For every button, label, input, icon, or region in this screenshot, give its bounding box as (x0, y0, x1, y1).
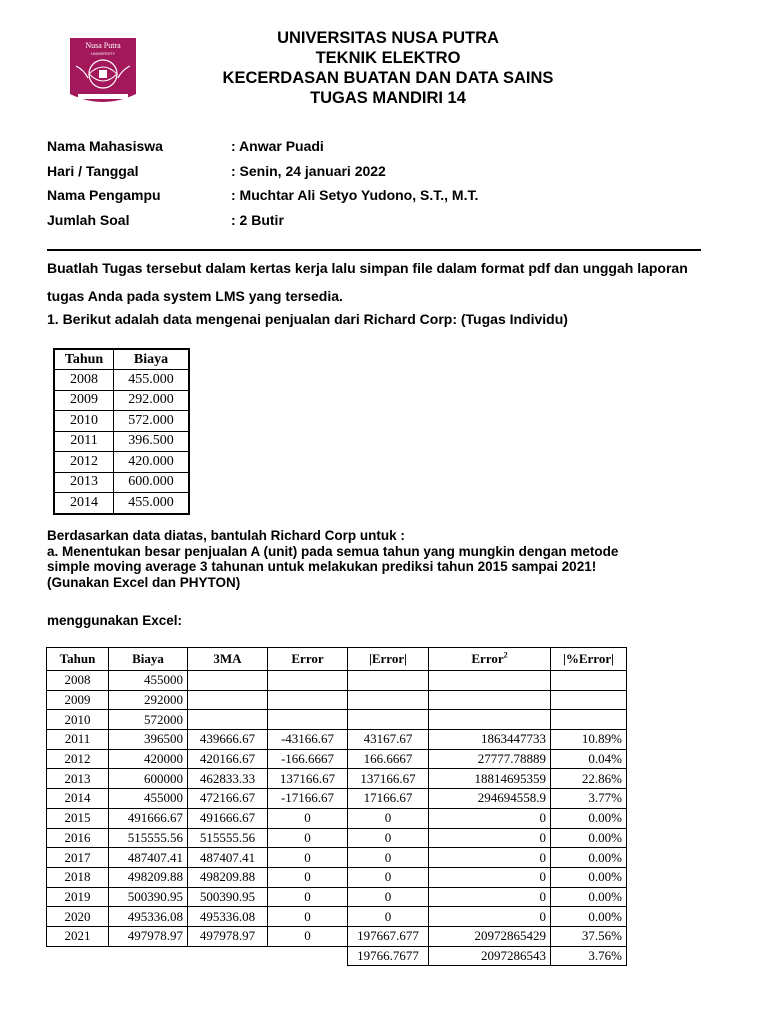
table-cell: 497978.97 (188, 926, 268, 946)
table-cell: 2013 (47, 769, 109, 789)
table-row (47, 848, 627, 868)
table-cell: 1863447733 (429, 730, 551, 750)
table-cell: 0 (268, 848, 348, 868)
table-cell (429, 710, 551, 730)
table-cell: 137166.67 (348, 769, 429, 789)
table-cell: 0 (268, 907, 348, 927)
table-cell: 455.000 (128, 371, 174, 387)
table-row (47, 867, 627, 887)
table-cell (429, 690, 551, 710)
table-row (47, 789, 627, 809)
table-cell: -17166.67 (268, 789, 348, 809)
table-row (54, 472, 189, 493)
table-cell: 0 (348, 907, 429, 927)
sales-data-table (53, 348, 190, 515)
table-cell (551, 690, 627, 710)
info-value: : 2 Butir (231, 211, 284, 228)
header-department: TEKNIK ELEKTRO (315, 49, 461, 67)
info-value: : Senin, 24 januari 2022 (231, 162, 386, 179)
question-1: 1. Berikut adalah data mengenai penjualan dari Richard Corp: (Tugas Individu) (47, 311, 568, 327)
summary-cell: 3.76% (551, 946, 627, 966)
table-cell: 43167.67 (348, 730, 429, 750)
table-row (54, 431, 189, 452)
table-cell: 487407.41 (109, 848, 188, 868)
excel-subheading: menggunakan Excel: (47, 613, 183, 628)
column-header: Tahun (54, 349, 114, 370)
table-cell: 600000 (109, 769, 188, 789)
instruction-text: Buatlah Tugas tersebut dalam kertas kerja lalu simpan file dalam format pdf dan unggah laporan tugas Anda pada system LMS yang tersedia. (47, 260, 688, 304)
table-cell: 17166.67 (348, 789, 429, 809)
table-cell: 500390.95 (109, 887, 188, 907)
summary-cell: 19766.7677 (348, 946, 429, 966)
table-row (54, 493, 189, 514)
column-header: 3MA (188, 648, 268, 671)
university-logo (66, 30, 140, 106)
table-cell: 572000 (109, 710, 188, 730)
info-value: : Anwar Puadi (231, 138, 324, 154)
table-cell: 2020 (47, 907, 109, 927)
table-cell: 0 (268, 808, 348, 828)
table-cell: 0.00% (551, 907, 627, 927)
table-row (47, 808, 627, 828)
column-header: |%Error| (551, 648, 627, 671)
column-header: Biaya (114, 349, 190, 370)
table-cell: 2012 (47, 749, 109, 769)
column-header: Error (268, 648, 348, 671)
table-cell: 0 (348, 828, 429, 848)
document-header (150, 28, 626, 108)
table-cell (188, 690, 268, 710)
table-header-row (47, 648, 627, 671)
table-cell (268, 710, 348, 730)
table-cell (348, 671, 429, 691)
paragraph-line: a. Menentukan besar penjualan A (unit) pada semua tahun yang mungkin dengan metode (47, 543, 619, 559)
column-header-error-squared (429, 648, 551, 671)
table-cell: 0.00% (551, 848, 627, 868)
table-cell: -43166.67 (268, 730, 348, 750)
table-cell: 396500 (109, 730, 188, 750)
table-cell: 487407.41 (188, 848, 268, 868)
paragraph-line: simple moving average 3 tahunan untuk melakukan prediksi tahun 2015 sampai 2021! (47, 559, 597, 574)
header-assignment: TUGAS MANDIRI 14 (310, 89, 466, 107)
table-cell: 292000 (109, 690, 188, 710)
table-cell: 455000 (109, 789, 188, 809)
table-cell: 2019 (47, 887, 109, 907)
table-cell: 498209.88 (109, 867, 188, 887)
table-cell: 572.000 (128, 412, 174, 428)
table-cell: 420000 (109, 749, 188, 769)
table-cell: 2017 (47, 848, 109, 868)
table-cell: 491666.67 (109, 808, 188, 828)
table-cell: 22.86% (551, 769, 627, 789)
table-row (47, 710, 627, 730)
table-cell (348, 710, 429, 730)
table-cell: 2013 (54, 472, 114, 493)
table-cell: 197667.677 (348, 926, 429, 946)
table-cell: 0 (268, 887, 348, 907)
paragraph-line: Berdasarkan data diatas, bantulah Richard Corp untuk : (47, 528, 405, 543)
empty-cell (268, 946, 348, 966)
table-cell: 20972865429 (429, 926, 551, 946)
table-cell: 0 (429, 848, 551, 868)
table-cell: 455000 (109, 671, 188, 691)
table-cell: 166.6667 (348, 749, 429, 769)
table-cell: 491666.67 (188, 808, 268, 828)
table-cell: 2009 (54, 390, 114, 411)
table-cell: 2010 (54, 411, 114, 432)
table-cell: 0.00% (551, 808, 627, 828)
table-cell: 2018 (47, 867, 109, 887)
table-cell: 0 (429, 867, 551, 887)
table-cell: 0.00% (551, 867, 627, 887)
table-cell: 495336.08 (109, 907, 188, 927)
table-cell: 0.00% (551, 887, 627, 907)
table-cell: 455.000 (128, 494, 174, 510)
table-cell: 18814695359 (429, 769, 551, 789)
table-cell: 439666.67 (188, 730, 268, 750)
table-cell: 420166.67 (188, 749, 268, 769)
table-cell: 0 (429, 887, 551, 907)
moving-average-table (46, 647, 627, 966)
table-cell: 0 (348, 808, 429, 828)
info-value: : Muchtar Ali Setyo Yudono, S.T., M.T. (231, 187, 479, 203)
empty-cell (109, 946, 188, 966)
table-row (54, 411, 189, 432)
paragraph-line: (Gunakan Excel dan PHYTON) (47, 574, 241, 590)
table-cell: 0 (429, 907, 551, 927)
divider (47, 249, 701, 251)
logo-subtext: UNIVERSITY (90, 51, 116, 56)
table-cell (268, 690, 348, 710)
table-row (47, 730, 627, 750)
table-cell: 27777.78889 (429, 749, 551, 769)
table-cell: 462833.33 (188, 769, 268, 789)
table-cell (348, 690, 429, 710)
column-header: |Error| (348, 648, 429, 671)
table-cell (551, 671, 627, 691)
logo-text: Nusa Putra (85, 41, 121, 50)
table-cell: 0 (348, 867, 429, 887)
info-label: Nama Mahasiswa (47, 138, 163, 154)
table-cell: 0 (348, 887, 429, 907)
table-cell: 2011 (54, 431, 114, 452)
header-university: UNIVERSITAS NUSA PUTRA (277, 29, 499, 47)
summary-cell: 2097286543 (429, 946, 551, 966)
table-row (47, 690, 627, 710)
table-cell: 498209.88 (188, 867, 268, 887)
table-cell: 0 (268, 828, 348, 848)
table-cell (551, 710, 627, 730)
table-row (47, 749, 627, 769)
table-cell (188, 671, 268, 691)
table-cell: 2015 (47, 808, 109, 828)
table-cell: 2012 (54, 452, 114, 473)
table-cell: 2021 (47, 926, 109, 946)
table-row (47, 926, 627, 946)
table-row (54, 370, 189, 391)
table-cell: 294694558.9 (429, 789, 551, 809)
table-cell: 10.89% (551, 730, 627, 750)
info-label: Hari / Tanggal (47, 162, 139, 179)
table-row (54, 452, 189, 473)
table-cell: 2008 (54, 370, 114, 391)
table-cell: 515555.56 (188, 828, 268, 848)
table-cell: 600.000 (128, 474, 174, 490)
table-cell: 292.000 (128, 392, 174, 408)
table-cell: 37.56% (551, 926, 627, 946)
table-cell: 2009 (47, 690, 109, 710)
table-cell (429, 671, 551, 691)
table-cell (188, 710, 268, 730)
table-cell: 0 (348, 848, 429, 868)
table-cell: 3.77% (551, 789, 627, 809)
table-cell: 0 (429, 828, 551, 848)
summary-row (47, 946, 627, 966)
table-header-row (54, 349, 189, 370)
table-cell: 2014 (54, 493, 114, 514)
table-row (47, 671, 627, 691)
info-label: Nama Pengampu (47, 187, 161, 203)
table-cell: 2014 (47, 789, 109, 809)
table-cell: 472166.67 (188, 789, 268, 809)
table-cell: 0.04% (551, 749, 627, 769)
table-cell: 500390.95 (188, 887, 268, 907)
question-paragraph (47, 528, 747, 590)
table-row (47, 828, 627, 848)
info-label: Jumlah Soal (47, 211, 130, 228)
table-cell: 137166.67 (268, 769, 348, 789)
table-cell: 515555.56 (109, 828, 188, 848)
table-cell: -166.6667 (268, 749, 348, 769)
table-row (47, 769, 627, 789)
table-cell: 420.000 (128, 453, 174, 469)
table-cell: 2010 (47, 710, 109, 730)
column-header: Tahun (47, 648, 109, 671)
column-header-label: Error (471, 651, 504, 666)
table-cell: 396.500 (128, 433, 174, 449)
column-header: Biaya (109, 648, 188, 671)
table-cell: 0.00% (551, 828, 627, 848)
table-cell: 0 (268, 926, 348, 946)
superscript: 2 (503, 650, 508, 660)
table-cell: 497978.97 (109, 926, 188, 946)
table-row (54, 390, 189, 411)
header-course: KECERDASAN BUATAN DAN DATA SAINS (222, 69, 554, 87)
table-cell: 0 (429, 808, 551, 828)
empty-cell (188, 946, 268, 966)
table-row (47, 907, 627, 927)
table-cell (268, 671, 348, 691)
table-cell: 2011 (47, 730, 109, 750)
table-row (47, 887, 627, 907)
table-cell: 2016 (47, 828, 109, 848)
table-cell: 495336.08 (188, 907, 268, 927)
table-cell: 0 (268, 867, 348, 887)
table-cell: 2008 (47, 671, 109, 691)
empty-cell (47, 946, 109, 966)
